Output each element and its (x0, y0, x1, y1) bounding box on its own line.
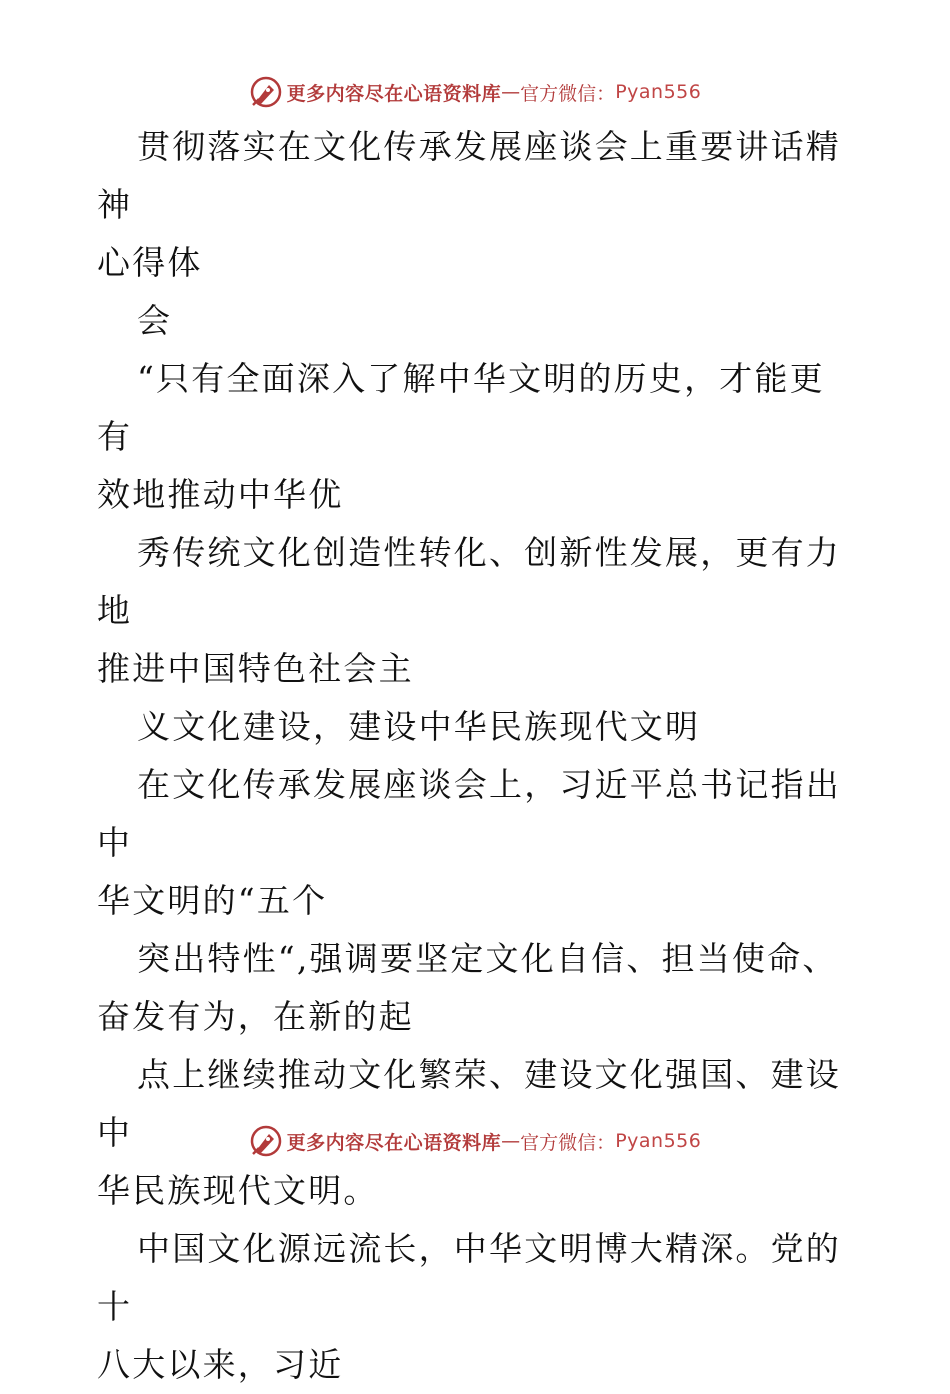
text-line: 华民族现代文明。 (97, 1171, 379, 1210)
text-line: “只有全面深入了解中华文明的历史，才能更有 (97, 359, 825, 456)
wechat-id: Pyan556 (615, 81, 702, 103)
text-line: 心得体 (97, 243, 203, 282)
wechat-label: 官方微信： (520, 82, 616, 105)
pen-nib-logo-icon (249, 75, 283, 109)
text-line: 秀传统文化创造性转化、创新性发展，更有力地 (97, 533, 841, 630)
footer-banner (0, 1121, 950, 1161)
text-line: 在文化传承发展座谈会上，习近平总书记指出中 (97, 765, 841, 862)
text-line: 会 (137, 301, 173, 340)
text-line: 华文明的“五个 (97, 881, 328, 920)
text-line: 效地推动中华优 (97, 475, 344, 514)
text-line: 奋发有为，在新的起 (97, 997, 414, 1036)
text-line: 中国文化源远流长，中华文明博大精深。党的十 (97, 1229, 841, 1326)
text-line: 贯彻落实在文化传承发展座谈会上重要讲话精神 (97, 127, 841, 224)
text-line: 义文化建设，建设中华民族现代文明 (137, 707, 701, 746)
text-line: 突出特性“,强调要坚定文化自信、担当使命、 (137, 939, 838, 978)
wechat-id: Pyan556 (615, 1130, 702, 1152)
separator-dash: — (501, 1130, 521, 1152)
separator-dash: — (501, 81, 521, 103)
header-banner (0, 72, 950, 112)
text-line: 推进中国特色社会主 (97, 649, 414, 688)
site-name: 更多内容尽在心语资料库 (286, 82, 502, 105)
wechat-label: 官方微信： (520, 1131, 616, 1154)
text-line: 八大以来，习近 (97, 1345, 344, 1384)
site-name: 更多内容尽在心语资料库 (286, 1131, 502, 1154)
pen-nib-logo-icon (249, 1124, 283, 1158)
document-body (97, 118, 857, 1394)
text-line: 点上继续推动文化繁荣、建设文化强国、建设中 (97, 1055, 841, 1152)
